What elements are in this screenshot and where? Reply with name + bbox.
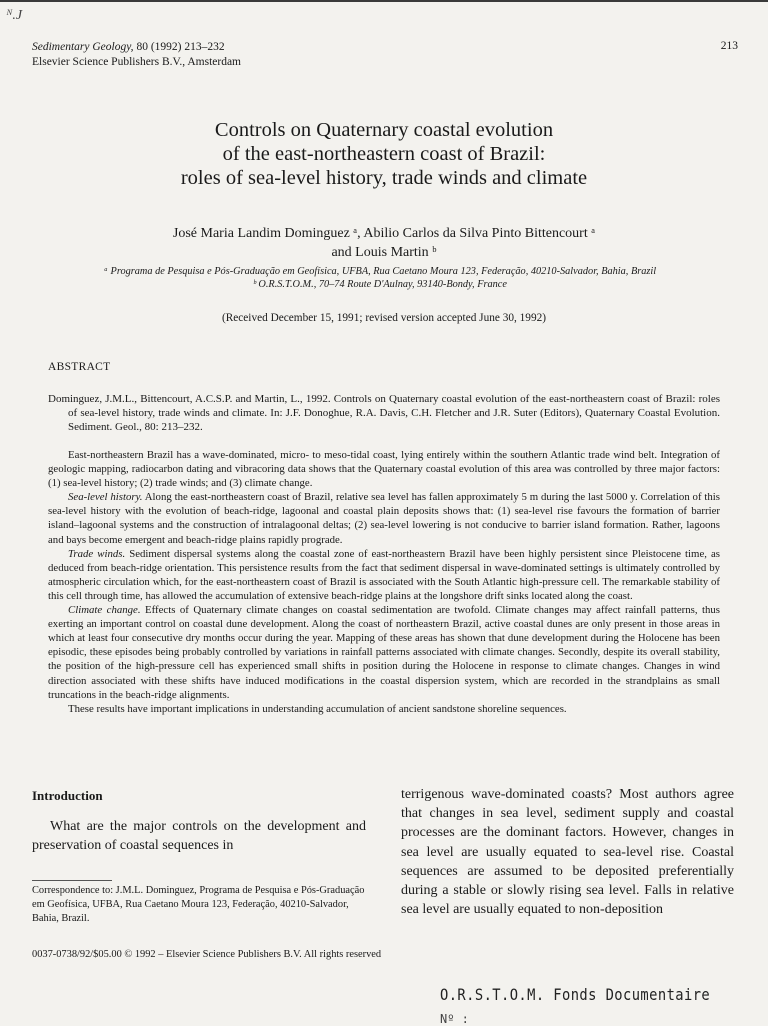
trade-winds-label: Trade winds. — [68, 547, 126, 560]
affiliation-a: ᵃ Programa de Pesquisa e Pós-Graduação em Geofísica, UFBA, Rua Caetano Moura 123, Federação, 40210-Salvador, Bahia, Brazil — [103, 266, 657, 277]
citation — [48, 392, 720, 434]
abstract-body — [48, 448, 720, 716]
journal-name: Sedimentary Geology, — [32, 41, 134, 53]
citation-text: Dominguez, J.M.L., Bittencourt, A.C.S.P. and Martin, L., 1992. Controls on Quaternary coastal evolution of the east-northeastern coast of Brazil: roles of sea-level history, trade winds and climate. In: J.F. Donoghue, R.A. Davis, C.H. Fletcher and J.R. Suter (Editors), Quaternary Coastal Evolution. Sediment. Geol., 80: 213–232. — [48, 393, 720, 433]
introduction-right-column: terrigenous wave-dominated coasts? Most authors agree that changes in sea level, sediment supply and coastal processes are the dominant factors. However, changes in sea level are usually equated to sea-level rise. Coastal sequences are assumed to be deposited preferentially during a stable or slowly rising sea level. Falls in relative sea level are usually equated to non-deposition — [401, 787, 734, 918]
copyright-line: 0037-0738/92/$05.00 © 1992 – Elsevier Science Publishers B.V. All rights reserved — [32, 949, 382, 960]
climate-change-label: Climate change. — [68, 604, 141, 617]
title-line-2: of the east-northeastern coast of Brazil: — [222, 143, 546, 165]
abstract-paragraph-5: These results have important implications in understanding accumulation of ancient sandstone shoreline sequences. — [68, 702, 567, 715]
archive-stamp-number: Nº : — [440, 1012, 469, 1026]
footnote-rule — [32, 880, 112, 881]
climate-change-text: Effects of Quaternary climate changes on coastal sedimentation are twofold. Climate changes may affect rainfall patterns, thus exerting an important control on coastal dune development. Along the coast of northeastern Brazil, active coastal dunes are only present in those areas in which at least four consecutive dry months occur during the year. Mapping of these areas has shown that dune development during the Holocene has been episodic, these episodes being probably controlled by variations in rainfall patterns associated with climate changes. Secondly, despite its overall stability, the position of the high-pressure cell has experienced small shifts in position during the Holocene in response to climate changes. Changes in wind direction associated with these shifts have induced modifications in the coastal dispersion system, which are recorded in the strandplains as small truncations in the beach-ridge alignments. — [48, 604, 721, 701]
paper-title — [0, 118, 768, 190]
affiliations — [30, 265, 730, 291]
affiliation-b: ᵇ O.R.S.T.O.M., 70–74 Route D'Aulnay, 93140-Bondy, France — [253, 279, 507, 290]
abstract-paragraph-3 — [48, 547, 720, 603]
archive-stamp: O.R.S.T.O.M. Fonds Documentaire — [440, 985, 711, 1004]
page-number: 213 — [720, 40, 738, 52]
authors-line-2: and Louis Martin ᵇ — [331, 245, 437, 260]
journal-header — [32, 40, 241, 70]
title-line-1: Controls on Quaternary coastal evolution — [214, 119, 554, 141]
abstract-paragraph-2 — [48, 490, 720, 546]
title-line-3: roles of sea-level history, trade winds and climate — [180, 167, 588, 189]
authors-line-1: José Maria Landim Dominguez ᵃ, Abilio Carlos da Silva Pinto Bittencourt ᵃ — [172, 226, 596, 241]
abstract-heading: ABSTRACT — [48, 361, 111, 373]
abstract-paragraph-1: East-northeastern Brazil has a wave-dominated, micro- to meso-tidal coast, lying entirely within the southern Atlantic trade wind belt. Integration of geologic mapping, radiocarbon dating and vibracoring data shows that the Quaternary coastal evolution of this area was controlled by three major factors: (1) sea-level history; (2) trade winds; and (3) climate change. — [48, 449, 720, 490]
introduction-heading: Introduction — [32, 788, 103, 803]
handwritten-mark: ᴺ.J — [6, 8, 23, 23]
publisher: Elsevier Science Publishers B.V., Amsterdam — [32, 56, 241, 68]
received-dates: (Received December 15, 1991; revised version accepted June 30, 1992) — [221, 312, 547, 324]
sea-level-text: Along the east-northeastern coast of Brazil, relative sea level has fallen approximately 5 m during the last 5000 y. Correlation of this sea-level history with the evolution of beach-ridge, lagoonal and coastal plain deposits shows that: (1) sea-level rise favours the formation of barrier island–lagoonal systems and the construction of intralagoonal deltas; (2) sea-level lowering is not conducive to barrier island formation. Rather, lagoons and bays become emergent and beach-ridge plains rapidly prograde. — [48, 491, 720, 546]
sea-level-label: Sea-level history. — [68, 491, 143, 504]
correspondence-footnote: Correspondence to: J.M.L. Dominguez, Programa de Pesquisa e Pós-Graduação em Geofísica, UFBA, Rua Caetano Moura 123, Federação, 40210-Salvador, Bahia, Brazil. — [32, 885, 365, 924]
introduction-left-column: What are the major controls on the development and preservation of coastal sequences in — [32, 819, 366, 853]
abstract-paragraph-4 — [48, 603, 720, 702]
trade-winds-text: Sediment dispersal systems along the coastal zone of east-northeastern Brazil have been highly persistent since Pleistocene time, as deduced from beach-ridge orientation. This persistence results from the fact that sediment dispersal in wave-dominated settings is ultimately controlled by atmospheric circulation which, for the east-northeastern coast of Brazil is associated with the South Atlantic high-pressure cell. The remarkable stability of this cell through time, has allowed the accumulation of extensive beach-ridge plains at the longshore drift sinks located along the coast. — [48, 547, 720, 602]
authors — [0, 224, 768, 262]
journal-volume: 80 (1992) 213–232 — [136, 41, 225, 53]
top-border — [0, 0, 768, 2]
